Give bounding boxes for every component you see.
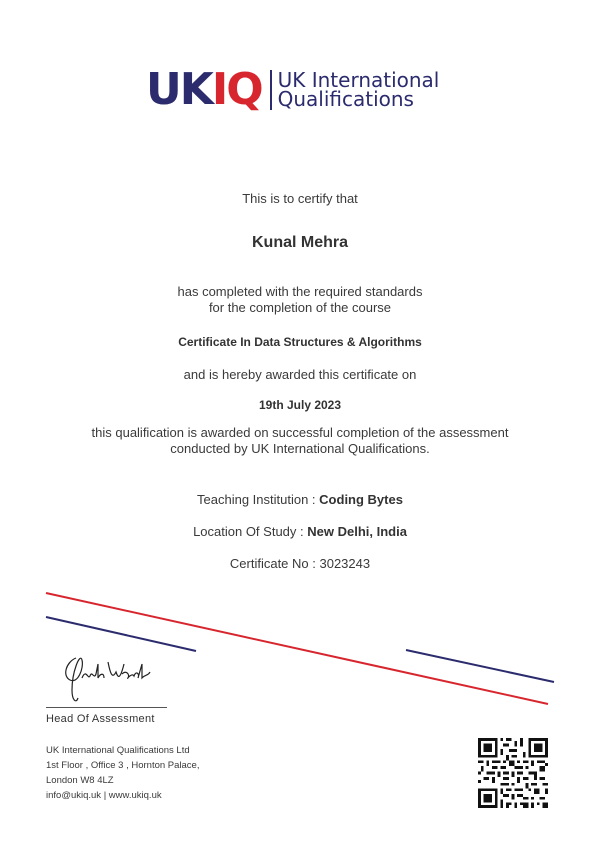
location-label: Location Of Study : xyxy=(193,524,308,539)
qr-code-icon xyxy=(478,738,548,808)
award-date: 19th July 2023 xyxy=(258,398,342,412)
location-value: New Delhi, India xyxy=(307,524,407,539)
footer-address-line-2: London W8 4LZ xyxy=(46,775,114,786)
logo-line-1: UK International xyxy=(277,68,440,92)
footer-address xyxy=(46,743,199,803)
footer-contact: info@ukiq.uk | www.ukiq.uk xyxy=(46,790,162,801)
completed-line-2: for the completion of the course xyxy=(208,300,392,315)
certify-intro: This is to certify that xyxy=(242,191,358,206)
awarded-line: and is hereby awarded this certificate on xyxy=(183,367,417,382)
institution-value: Coding Bytes xyxy=(319,492,403,507)
signature-line xyxy=(46,707,167,708)
completed-line-1: has completed with the required standards xyxy=(177,284,423,299)
head-of-assessment: Head Of Assessment xyxy=(46,713,155,725)
logo-mark-uk: UK xyxy=(146,64,212,115)
signature-icon xyxy=(60,650,160,706)
certificate-no-value: 3023243 xyxy=(319,556,371,571)
qualification-line-2: conducted by UK International Qualifications. xyxy=(170,441,430,456)
logo-mark-iq: IQ xyxy=(211,64,262,115)
footer-address-line-1: 1st Floor , Office 3 , Hornton Palace, xyxy=(46,760,200,771)
institution-label: Teaching Institution : xyxy=(197,492,320,507)
logo-line-2: Qualifications xyxy=(277,87,414,111)
footer-company: UK International Qualifications Ltd xyxy=(46,745,190,756)
course-title: Certificate In Data Structures & Algorithms xyxy=(178,335,422,349)
qualification-line-1: this qualification is awarded on successful completion of the assessment xyxy=(91,425,509,440)
certificate-no-label: Certificate No : xyxy=(229,556,320,571)
recipient-name: Kunal Mehra xyxy=(251,234,348,251)
